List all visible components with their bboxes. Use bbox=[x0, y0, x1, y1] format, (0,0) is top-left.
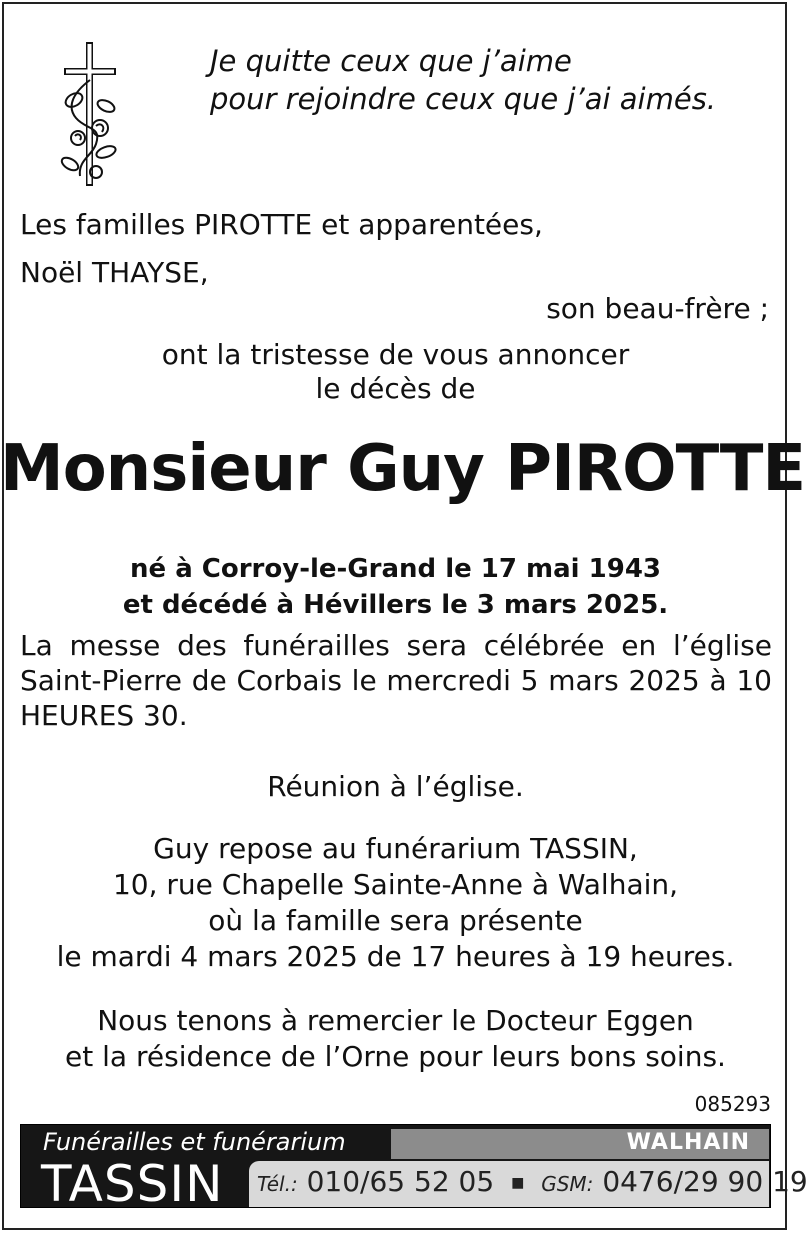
cross-with-roses-icon bbox=[56, 40, 126, 190]
tel-number: 010/65 52 05 bbox=[306, 1165, 495, 1198]
funeral-home-banner bbox=[20, 1124, 808, 1213]
announce-line-2: le décès de bbox=[315, 372, 476, 405]
banner-brand: TASSIN bbox=[41, 1155, 224, 1213]
quote-line-2: pour rejoindre ceux que j’ai aimés. bbox=[210, 82, 717, 116]
families-line-1: Les familles PIROTTE et apparentées, bbox=[20, 208, 543, 241]
repose-line-2: 10, rue Chapelle Sainte-Anne à Walhain, bbox=[112, 868, 679, 901]
repose-line-3: où la famille sera présente bbox=[208, 904, 583, 937]
reunion-text: Réunion à l’église. bbox=[267, 770, 524, 803]
birth-info: né à Corroy-le-Grand le 17 mai 1943 bbox=[130, 554, 661, 584]
funeral-mass-text: La messe des funérailles sera célébrée en l’église Saint-Pierre de Corbais le mercredi 5 mars 2025 à 10 HEURES 30. bbox=[20, 629, 772, 732]
banner-subtitle: Funérailles et funérarium bbox=[43, 1128, 346, 1156]
repose-line-4: le mardi 4 mars 2025 de 17 heures à 19 heures. bbox=[56, 940, 735, 973]
deceased-name: Monsieur Guy PIROTTE bbox=[0, 432, 806, 506]
repose-line-1: Guy repose au funérarium TASSIN, bbox=[153, 832, 638, 865]
tel-label: Tél.: bbox=[257, 1172, 298, 1196]
families-line-3: son beau-frère ; bbox=[546, 292, 769, 325]
announce-line-1: ont la tristesse de vous annoncer bbox=[161, 338, 630, 371]
thanks-line-1: Nous tenons à remercier le Docteur Eggen bbox=[97, 1004, 694, 1037]
families-line-2: Noël THAYSE, bbox=[20, 256, 209, 289]
death-info: et décédé à Hévillers le 3 mars 2025. bbox=[122, 590, 669, 620]
quote bbox=[210, 42, 716, 118]
banner-contact bbox=[257, 1165, 808, 1198]
thanks-line-2: et la résidence de l’Orne pour leurs bons soins. bbox=[65, 1040, 726, 1073]
reference-number: 085293 bbox=[694, 1092, 771, 1116]
quote-line-1: Je quitte ceux que j’aime bbox=[210, 44, 572, 78]
gsm-label: GSM: bbox=[541, 1172, 594, 1196]
separator: ■ bbox=[511, 1175, 525, 1191]
banner-city: WALHAIN bbox=[626, 1130, 750, 1155]
gsm-number: 0476/29 90 19 bbox=[602, 1165, 808, 1198]
